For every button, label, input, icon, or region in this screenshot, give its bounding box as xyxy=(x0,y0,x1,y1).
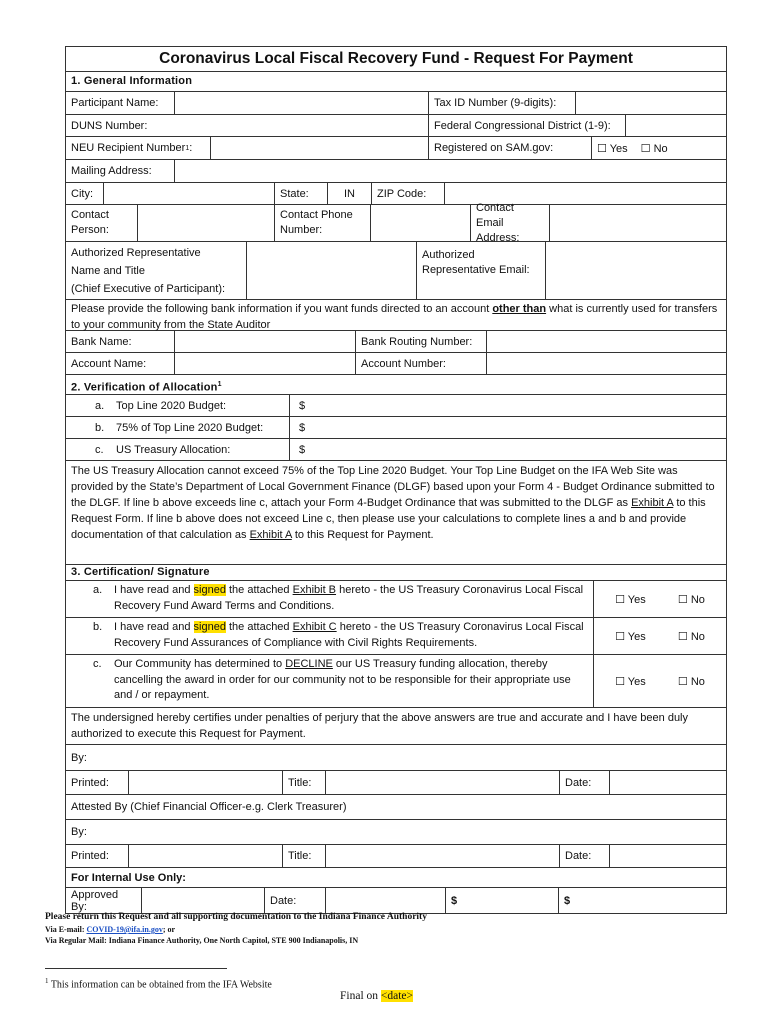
cert-b-yes-checkbox[interactable]: ☐ Yes xyxy=(615,630,646,643)
row-authorized-rep xyxy=(66,242,726,300)
email-instructions: Via E-mail: COVID-19@ifa.in.gov; or xyxy=(45,925,176,934)
cert-c-yes-checkbox[interactable]: ☐ Yes xyxy=(615,675,646,688)
allocation-explanation: The US Treasury Allocation cannot exceed 75% of the Top Line 2020 Budget. Your Top Line Budget on the IFA Web Site was provided by the State’s Department of Local Government Finance (DLGF) based upon your Form 4 - Budget Ordinance submitted to the DLGF. If line b above exceeds line c, attach your Form 4-Budget Ordinance that was submitted to the DLGF as Exhibit A to this Request Form. If line b above does not exceed Line c, then please use your calculations to complete lines a and b and provide documentation of that calculation as Exhibit A to this Request for Payment. xyxy=(66,461,726,565)
row-contact xyxy=(66,201,726,244)
contact-phone-label: Contact Phone Number: xyxy=(275,205,371,241)
seventy-five-percent-label: b. 75% of Top Line 2020 Budget: xyxy=(66,417,290,438)
attested-by-label: Attested By (Chief Financial Officer-e.g. Clerk Treasurer) xyxy=(71,801,347,813)
treasury-allocation-field[interactable]: $ xyxy=(299,443,306,456)
internal-use-label: For Internal Use Only: xyxy=(71,871,186,884)
cert-c-no-checkbox[interactable]: ☐ No xyxy=(677,675,705,688)
routing-field[interactable] xyxy=(487,331,726,352)
cert-a-text: a. I have read and signed the attached Exhibit B hereto - the US Treasury Coronavirus Local Fiscal Recovery Fund Award Terms and Conditions. xyxy=(66,581,594,617)
final-date-line: Final on <date> xyxy=(340,990,414,1002)
attested-printed-label: Printed: xyxy=(66,845,129,867)
section-general-information-heading: 1. General Information xyxy=(66,72,726,92)
state-label: State: xyxy=(275,183,328,204)
row-city xyxy=(66,183,726,205)
routing-label: Bank Routing Number: xyxy=(356,331,487,352)
account-name-field[interactable] xyxy=(175,353,356,374)
printed-field[interactable] xyxy=(129,771,283,794)
title-field[interactable] xyxy=(326,771,560,794)
row-mailing xyxy=(66,160,726,183)
certify-statement: The undersigned hereby certifies under penalties of perjury that the above answers are true and accurate and I have been duly authorized to execute this Request for Payment. xyxy=(66,708,726,745)
bank-note: Please provide the following bank information if you want funds directed to an account other than what is currently used for transfers to your community from the State Auditor xyxy=(66,300,726,331)
cert-row-c xyxy=(66,655,726,708)
state-field[interactable]: IN xyxy=(328,183,372,204)
account-name-label: Account Name: xyxy=(66,353,175,374)
contact-email-label: Contact Email Address: xyxy=(471,205,550,241)
approved-date-field[interactable] xyxy=(326,888,446,913)
row-account-name xyxy=(66,353,726,375)
top-line-budget-label: a. Top Line 2020 Budget: xyxy=(66,395,290,416)
cert-b-no-checkbox[interactable]: ☐ No xyxy=(677,630,705,643)
seventy-five-percent-field[interactable]: $ xyxy=(299,421,306,434)
mailing-address-label: Mailing Address: xyxy=(66,160,175,182)
attested-title-label: Title: xyxy=(283,845,326,867)
sam-options xyxy=(592,137,726,159)
cert-b-text: b. I have read and signed the attached Exhibit C hereto - the US Treasury Coronavirus Local Fiscal Recovery Fund Assurances of Compliance with Civil Rights Requirements. xyxy=(66,618,594,654)
participant-name-label: Participant Name: xyxy=(66,92,175,114)
date-field[interactable] xyxy=(610,771,726,794)
row-duns xyxy=(66,115,726,137)
return-instructions: Please return this Request and all supporting documentation to the Indiana Finance Authority xyxy=(45,912,427,922)
cert-row-b xyxy=(66,618,726,655)
cert-c-text: c. Our Community has determined to DECLINE our US Treasury funding allocation, thereby cancelling the award in order for our community not to be responsible for their appropriate use and / or repayment. xyxy=(66,655,594,707)
amount-field-1[interactable]: $ xyxy=(446,888,559,913)
row-printed-1 xyxy=(66,771,726,795)
form-title: Coronavirus Local Fiscal Recovery Fund - Request For Payment xyxy=(66,47,726,72)
row-approved xyxy=(66,888,726,913)
cert-c-options xyxy=(594,655,726,707)
mailing-address-field[interactable] xyxy=(175,160,726,182)
district-label: Federal Congressional District (1-9): xyxy=(429,115,626,136)
footnote: $^1$ This information can be obtained from the IFA Website xyxy=(45,977,272,991)
ifa-email-link[interactable]: COVID-19@ifa.in.gov xyxy=(86,925,163,934)
row-neu xyxy=(66,137,726,160)
row-printed-2 xyxy=(66,845,726,868)
cert-b-options xyxy=(594,618,726,654)
title-label: Title: xyxy=(283,771,326,794)
date-label: Date: xyxy=(560,771,610,794)
approved-date-label: Date: xyxy=(265,888,326,913)
footnote-divider xyxy=(45,968,227,969)
attested-date-label: Date: xyxy=(560,845,610,867)
row-by-1 xyxy=(66,745,726,771)
allocation-row-c xyxy=(66,439,726,461)
contact-email-field[interactable] xyxy=(550,205,726,241)
printed-label: Printed: xyxy=(66,771,129,794)
city-label: City: xyxy=(66,183,104,204)
approved-by-label: Approved By: xyxy=(66,888,142,913)
account-number-field[interactable] xyxy=(487,353,726,374)
row-bank-name xyxy=(66,331,726,353)
neu-field[interactable] xyxy=(211,137,429,159)
sam-yes-checkbox[interactable]: ☐ Yes xyxy=(597,142,628,155)
cert-a-no-checkbox[interactable]: ☐ No xyxy=(677,593,705,606)
allocation-row-b xyxy=(66,417,726,439)
attested-signature-by-field[interactable]: By: xyxy=(71,826,87,838)
neu-label: NEU Recipient Number 1 : xyxy=(66,137,211,159)
request-for-payment-form xyxy=(65,46,727,914)
section-verification-heading: 2. Verification of Allocation$^1$ xyxy=(66,375,726,395)
date-placeholder: <date> xyxy=(380,990,414,1002)
attested-printed-field[interactable] xyxy=(129,845,283,867)
bank-name-field[interactable] xyxy=(175,331,356,352)
cert-a-yes-checkbox[interactable]: ☐ Yes xyxy=(615,593,646,606)
row-by-2 xyxy=(66,820,726,845)
authorized-rep-field[interactable] xyxy=(247,242,417,299)
cert-row-a xyxy=(66,581,726,618)
tax-id-label: Tax ID Number (9-digits): xyxy=(429,92,576,114)
top-line-budget-field[interactable]: $ xyxy=(299,399,306,412)
sam-label: Registered on SAM.gov: xyxy=(429,137,592,159)
signature-by-field[interactable]: By: xyxy=(71,751,87,764)
amount-field-2[interactable]: $ xyxy=(564,894,571,907)
zip-label: ZIP Code: xyxy=(372,183,445,204)
row-participant xyxy=(66,92,726,115)
duns-label: DUNS Number: xyxy=(66,115,429,136)
sam-no-checkbox[interactable]: ☐ No xyxy=(640,142,668,155)
city-field[interactable] xyxy=(104,183,275,204)
approved-by-field[interactable] xyxy=(142,888,265,913)
account-number-label: Account Number: xyxy=(356,353,487,374)
contact-person-field[interactable] xyxy=(138,205,275,241)
bank-name-label: Bank Name: xyxy=(66,331,175,352)
authorized-rep-email-label: Authorized Representative Email: xyxy=(417,242,546,299)
allocation-row-a xyxy=(66,395,726,417)
row-attested xyxy=(66,795,726,820)
section-certification-heading: 3. Certification/ Signature xyxy=(66,565,726,581)
district-field[interactable] xyxy=(626,115,726,136)
contact-phone-field[interactable] xyxy=(371,205,471,241)
contact-person-label: Contact Person: xyxy=(66,205,138,241)
attested-date-field[interactable] xyxy=(610,845,726,867)
treasury-allocation-label: c. US Treasury Allocation: xyxy=(66,439,290,460)
cert-a-options xyxy=(594,581,726,617)
participant-name-field[interactable] xyxy=(175,92,429,114)
mail-instructions: Via Regular Mail: Indiana Finance Authority, One North Capitol, STE 900 Indianapolis, IN xyxy=(45,936,359,945)
authorized-rep-email-field[interactable] xyxy=(546,242,726,299)
attested-title-field[interactable] xyxy=(326,845,560,867)
authorized-rep-label: Authorized Representative Name and Title (Chief Executive of Participant): xyxy=(66,242,247,299)
tax-id-field[interactable] xyxy=(576,92,726,114)
row-internal xyxy=(66,868,726,888)
